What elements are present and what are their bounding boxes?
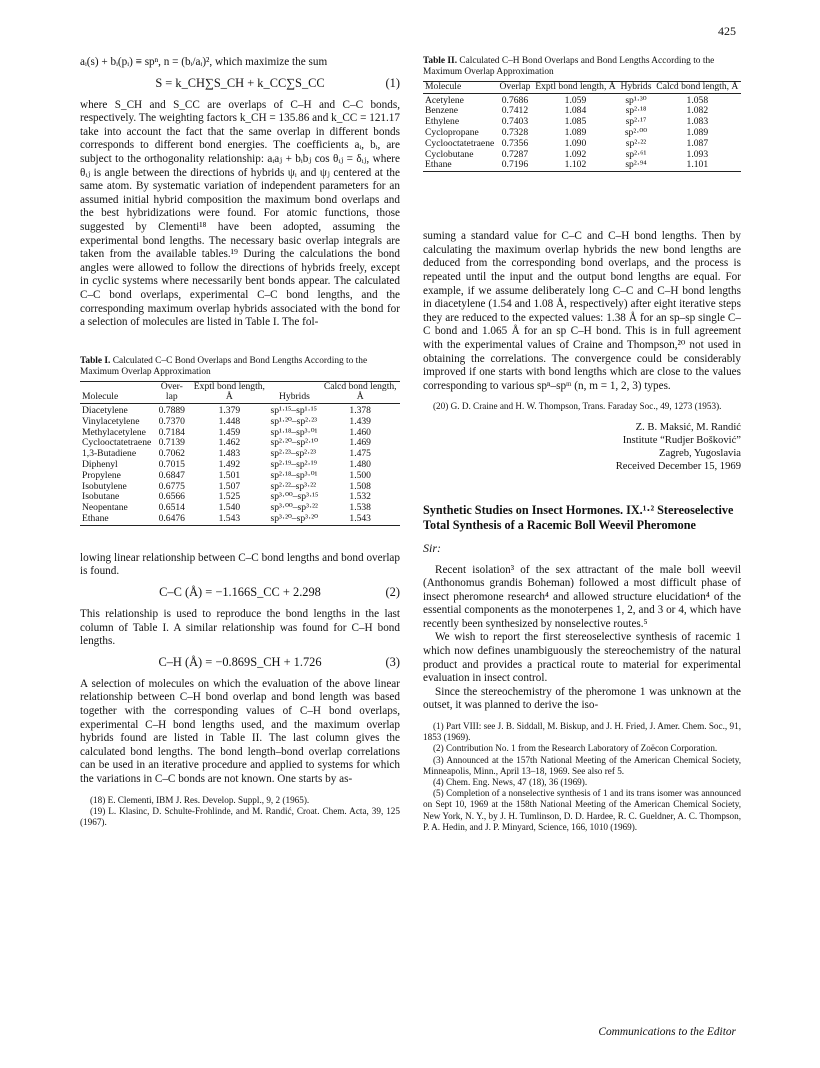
article-title: Synthetic Studies on Insect Hormones. IX.¹·² Stereoselective Total Synthesis of a Racemic Boll Weevil Pheromone [423,502,734,532]
table-2-header-molecule: Molecule [423,81,497,93]
table-2-header-overlap: Overlap [497,81,532,93]
table-cell-calcd: 1.439 [349,415,371,427]
table-cell-hybrids: sp³·²⁰–sp³·²⁰ [268,514,320,525]
table-2-grid [423,81,741,172]
table-cell-overlap: 0.7356 [501,137,529,149]
table-cell-overlap: 0.6514 [158,502,185,514]
table-cell-calcd: 1.508 [349,480,371,492]
equation-1-expr: S = k_CH∑S_CH + k_CC∑S_CC [155,75,325,90]
table-cell-calcd: 1.378 [349,405,371,417]
table-row [423,93,741,106]
equation-1-number: (1) [385,75,400,90]
table-1-header-hybrids: Hybrids [268,381,320,404]
table-row [80,404,400,417]
body-paragraph: suming a standard value for C–C and C–H bond lengths. Then by calculating the maximum overlap hybrids the new bond lengths are deduced from the corresponding bond overlaps, and the process is repeated until the input and the output bond lengths are equal. For example, if we assume deliberately long C–C and C–H bond lengths in diacetylene (1.54 and 1.08 Å, respectively) after eight iterative steps they are reduced to the expected values: 1.38 Å for an sp–sp single C–C bond and 1.065 Å for an sp C–H bond. This is in full agreement with the experimental values of Craine and Thompson,²⁰ not used in obtaining the correlations. The convergence could be considerably improved if one starts with bond lengths which are close to the values corresponding to various spⁿ–spᵐ (n, m = 1, 2, 3) types. [423,230,741,392]
signature-authors: Z. B. Maksić, M. Randić [635,421,741,433]
table-cell-exptl: 1.501 [218,469,241,481]
right-column [423,56,741,833]
table-cell-hybrids: sp³·⁰⁰–sp³·²² [270,502,318,514]
table-cell-hybrids: sp²·⁰⁰ [624,127,648,138]
table-cell-exptl: 1.379 [218,405,241,417]
table-cell-overlap: 0.7370 [158,415,185,427]
table-cell-calcd: 1.058 [686,94,709,106]
equation-1 [80,76,400,93]
table-cell-exptl: 1.462 [218,437,241,449]
table-cell-hybrids: sp²·¹⁸–sp³·⁰¹ [270,469,318,481]
table-cell-molecule: Cyclopropane [425,127,479,138]
table-2-header-calcd: Calcd bond length, Å [654,81,741,93]
table-2 [423,56,741,172]
table-cell-calcd: 1.087 [686,137,709,149]
table-1-caption-text: Calculated C–C Bond Overlaps and Bond Lengths According to the Maximum Overlap Approximation [80,355,368,378]
table-cell-exptl: 1.448 [218,415,241,427]
equation-3-expr: C–H (Å) = −0.869S_CH + 1.726 [158,654,322,669]
table-cell-overlap: 0.7184 [158,426,185,438]
table-cell-hybrids: sp²·⁶¹ [625,148,647,160]
body-paragraph: This relationship is used to reproduce the bond lengths in the last column of Table I. A similar relationship was found for C–H bond lengths. [80,608,400,648]
table-cell-overlap: 0.7196 [497,160,532,171]
right-footnotes [423,721,741,833]
equation-2 [80,585,400,602]
table-1-header-calcd: Calcd bond length, Å [320,381,400,404]
table-cell-molecule: Propylene [82,469,121,481]
table-cell-molecule: Cyclooctatetraene [82,437,152,449]
table-cell-exptl: 1.090 [564,137,587,149]
table-cell-calcd: 1.101 [654,160,741,171]
table-cell-calcd: 1.093 [686,148,709,160]
table-cell-hybrids: sp¹·¹⁸–sp³·⁰¹ [270,426,318,438]
footnote: (1) Part VIII: see J. B. Siddall, M. Biskup, and J. H. Fried, J. Amer. Chem. Soc., 91, 1853 (1969). [423,721,741,743]
table-cell-molecule: Ethane [423,160,497,171]
table-cell-exptl: 1.543 [190,514,268,525]
table-cell-exptl: 1.102 [533,160,619,171]
table-cell-hybrids: sp²·¹⁸ [625,105,647,117]
table-cell-overlap: 0.6775 [158,480,185,492]
table-1 [80,356,400,526]
footnote: (20) G. D. Craine and H. W. Thompson, Trans. Faraday Soc., 49, 1273 (1953). [433,401,722,412]
body-paragraph: lowing linear relationship between C–C bond lengths and bond overlap is found. [80,551,400,578]
body-paragraph: A selection of molecules on which the evaluation of the above linear relationship between C–H bond overlap and bond length was based together with the corresponding values of C–H bond overlaps, experimental C–H bond lengths used, and the maximum overlap hybrids found are listed in Table II. The last column gives the calculated bond lengths. The bond length–bond overlap correlations can be used in an iterative procedure and applied to systems for which the variations in C–C bonds are not known. One starts by as- [80,677,400,785]
table-cell-exptl: 1.085 [564,116,587,128]
table-cell-molecule: Neopentane [82,502,128,514]
table-cell-molecule: Ethane [80,514,153,525]
table-cell-molecule: Ethylene [425,116,460,128]
table-cell-overlap: 0.6566 [158,491,185,503]
table-cell-molecule: Methylacetylene [82,426,146,438]
table-cell-molecule: Cyclobutane [425,148,474,160]
table-cell-overlap: 0.7015 [158,459,185,471]
table-row [80,514,400,525]
signature-city: Zagreb, Yugoslavia [659,447,741,459]
table-cell-calcd: 1.460 [349,426,371,438]
table-cell-calcd: 1.480 [349,459,371,471]
body-paragraph: where S_CH and S_CC are overlaps of C–H and C–C bonds, respectively. The weighting factors k_CH = 135.86 and k_CC = 121.17 take into account the fact that the same overlap in different bonds corresponds to different bond energies. The coefficients aᵢ, bᵢ, are subject to the orthogonality relationship: aᵢaⱼ + bᵢbⱼ cos θᵢⱼ = δᵢⱼ, where θᵢⱼ is angle between the directions of hybrids ψᵢ and ψⱼ centered at the same atom. By systematic variation of independent parameters for an assumed initial hybrid composition the maximum bond overlaps and the best hybridizations were found. For atomic functions, those suggested by Clementi¹⁸ have been adopted, assuming the experimental bond lengths. The necessary basic overlap integrals are taken from the available tables.¹⁹ During the calculations the bond angles were allowed to follow the directions of hybrids freely, except in cyclic systems where necessarily bent bonds appear. The calculated C–C bond overlaps, experimental C–C bond lengths, and the corresponding maximum overlap hybrids associated with the bond for a selection of molecules are listed in Table I. The fol- [80,98,400,329]
table-cell-exptl: 1.507 [218,480,241,492]
table-cell-exptl: 1.084 [564,105,587,117]
body-paragraph: Recent isolation³ of the sex attractant of the male boll weevil (Anthonomus grandis Boheman) followed a most difficult phase of insect pheromone research⁴ and allowed structure elucidation⁴ of the essential components as the monoterpenes 1, 2, and 3 or 4, which have recently been synthesized by nonselective routes.⁵ [423,563,741,630]
table-cell-overlap: 0.7686 [501,94,529,106]
table-cell-hybrids: sp²·¹⁷ [625,116,647,128]
table-cell-molecule: Benzene [425,105,459,117]
table-cell-exptl: 1.540 [218,502,241,514]
table-row [423,160,741,171]
table-1-header-molecule: Molecule [80,381,153,404]
table-cell-hybrids: sp²·²² [625,137,647,149]
table-cell-calcd: 1.082 [686,105,709,117]
table-cell-overlap: 0.7062 [158,448,185,460]
table-cell-exptl: 1.492 [218,459,241,471]
table-1-grid [80,381,400,526]
table-cell-molecule: Isobutylene [82,480,127,492]
section-footer: Communications to the Editor [598,1026,736,1038]
table-cell-calcd: 1.500 [349,469,371,481]
table-1-header-overlap: Over-lap [153,381,190,404]
table-cell-overlap: 0.7287 [501,148,529,160]
table-cell-molecule: Acetylene [425,94,464,106]
table-cell-hybrids: sp¹·¹⁵–sp¹·¹⁵ [270,405,317,417]
table-cell-overlap: 0.7889 [158,405,185,417]
left-column [80,56,400,828]
intro-text: aᵢ(s) + bᵢ(pᵢ) ≡ spⁿ, n = (bᵢ/aᵢ)², which maximize the sum [80,56,328,68]
table-cell-overlap: 0.6476 [153,514,190,525]
table-cell-molecule: Diphenyl [82,459,118,471]
table-cell-overlap: 0.7139 [158,437,185,449]
table-cell-calcd: 1.538 [349,502,371,514]
table-cell-calcd: 1.475 [349,448,371,460]
table-cell-calcd: 1.083 [686,116,709,128]
table-cell-exptl: 1.483 [218,448,241,460]
body-paragraph: We wish to report the first stereoselective synthesis of racemic 1 which now defines unambiguously the stereochemistry of the natural product and provides a practical route to material for experimental evaluation in insect control. [423,631,741,685]
footnote: (4) Chem. Eng. News, 47 (18), 36 (1969). [433,777,588,788]
table-cell-overlap: 0.7412 [501,105,529,117]
table-2-caption [423,56,741,79]
table-cell-hybrids: sp²·²³–sp²·²³ [270,448,316,460]
table-cell-molecule: Isobutane [82,491,120,503]
table-2-label: Table II. [423,56,458,66]
table-row [423,139,741,150]
table-cell-exptl: 1.089 [564,127,587,138]
salutation: Sir: [423,540,441,555]
table-cell-overlap: 0.7403 [501,116,529,128]
table-1-caption [80,356,400,379]
table-2-caption-text: Calculated C–H Bond Overlaps and Bond Lengths According to the Maximum Overlap Approximation [423,56,715,78]
footnote: (18) E. Clementi, IBM J. Res. Develop. Suppl., 9, 2 (1965). [90,794,310,805]
table-2-header-hybrids: Hybrids [618,81,653,93]
table-cell-hybrids: sp²·²⁰–sp²·¹⁰ [270,437,318,449]
signature-received: Received December 15, 1969 [615,460,741,472]
table-cell-overlap: 0.7328 [501,127,529,138]
table-cell-molecule: Diacetylene [82,405,128,417]
table-cell-hybrids: sp²·¹⁹–sp²·¹⁹ [270,459,317,471]
table-cell-exptl: 1.525 [218,491,241,503]
body-paragraph: Since the stereochemistry of the pheromone 1 was unknown at the outset, it was planned to derive the iso- [423,685,741,712]
table-cell-calcd: 1.532 [349,491,371,503]
table-cell-exptl: 1.092 [564,148,587,160]
table-1-header-exptl: Exptl bond length, Å [190,381,268,404]
table-cell-hybrids: sp²·²²–sp³·²² [270,480,316,492]
footnote: (3) Announced at the 157th National Meeting of the American Chemical Society, Minneapolis, Minn., April 13–18, 1969. See also ref 5. [423,754,741,776]
signature-block [423,421,741,473]
footnote: (2) Contribution No. 1 from the Research Laboratory of Zoëcon Corporation. [433,743,718,754]
table-cell-exptl: 1.459 [218,426,241,438]
equation-2-expr: C–C (Å) = −1.166S_CC + 2.298 [159,585,321,600]
equation-3 [80,655,400,672]
equation-2-number: (2) [385,585,400,600]
page-number: 425 [718,24,736,38]
table-cell-calcd: 1.469 [349,437,371,449]
left-footnotes [80,795,400,829]
table-cell-calcd: 1.089 [686,127,709,138]
table-cell-molecule: Cyclooctatetraene [425,137,495,149]
footnote: (19) L. Klasinc, D. Schulte-Frohlinde, and M. Randić, Croat. Chem. Acta, 39, 125 (1967). [80,805,400,827]
table-cell-molecule: Vinylacetylene [82,415,140,427]
footnote: (5) Completion of a nonselective synthesis of 1 and its trans isomer was announced on Sept 10, 1969 at the 158th National Meeting of the American Chemical Society, New York, N. Y., by J. H. Tumlinson, D. D. Hardee, R. C. Gueldner, A. C. Thompson, P. A. Hedin, and J. P. Minyard, Science, 166, 1010 (1969). [423,788,741,832]
table-2-header-exptl: Exptl bond length, Å [533,81,619,93]
table-cell-hybrids: sp³·⁰⁰–sp³·¹⁵ [270,491,319,503]
table-cell-hybrids: sp¹·³⁰ [625,94,647,106]
table-cell-hybrids: sp¹·²⁰–sp²·²³ [270,415,317,427]
table-1-label: Table I. [80,355,111,366]
table-cell-overlap: 0.6847 [158,469,185,481]
signature-institute: Institute “Rudjer Bošković” [622,434,741,446]
table-cell-molecule: 1,3-Butadiene [82,448,137,460]
table-cell-calcd: 1.543 [320,514,400,525]
table-cell-hybrids: sp²·⁹⁴ [618,160,653,171]
table-cell-exptl: 1.059 [564,94,587,106]
equation-3-number: (3) [385,654,400,669]
